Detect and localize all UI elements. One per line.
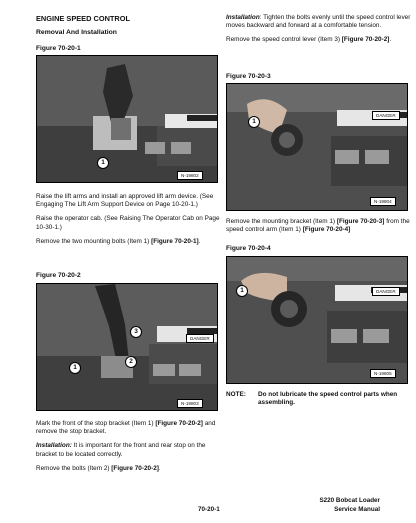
paragraph-text: .: [198, 237, 201, 245]
paragraph-text: : Tighten the bolts evenly until the speed control lever moves backward and forward at a comfortable tension.: [226, 14, 411, 30]
footer-manual: Service Manual: [334, 506, 380, 513]
figure-reference: [Figure 70-20-2]: [111, 464, 159, 472]
paragraph-text: and remove the stop bracket.: [36, 420, 216, 436]
callout-1: 1: [69, 362, 81, 374]
figure-photo-2: [36, 283, 218, 411]
footer-model: S220 Bobcat Loader: [319, 497, 380, 504]
figure-caption-2: Figure 70-20-2: [36, 272, 81, 279]
paragraph-text: It is important for the front and rear stop on the bracket to be located correctly.: [36, 442, 206, 458]
callout-1: 1: [248, 116, 260, 128]
figure-caption-4: Figure 70-20-4: [226, 245, 271, 252]
paragraph: [36, 442, 226, 458]
figure-code: N-19804: [370, 197, 396, 206]
callout-2: 2: [125, 356, 137, 368]
note-text: Do not lubricate the speed control parts when assembling.: [258, 391, 398, 407]
figure-reference: [Figure 70-20-4]: [302, 226, 351, 234]
callout-1: 1: [236, 285, 248, 297]
figure-reference: [Figure 70-20-3]: [336, 218, 385, 225]
figure-caption-3: Figure 70-20-3: [226, 73, 271, 80]
paragraph: Raise the lift arms and install an approved lift arm device. (See Engaging The Lift Arm Support Device on Page 10-20-1.): [36, 193, 214, 209]
figure-reference: [Figure 70-20-1]: [151, 237, 199, 245]
paragraph-text: .: [389, 36, 392, 44]
danger-decal: DANGER: [372, 287, 400, 296]
installation-label: Installation:: [36, 442, 72, 450]
paragraph: [226, 36, 416, 44]
paragraph-text: Mark the front of the stop bracket (Item 1): [36, 420, 156, 427]
paragraph: [36, 420, 226, 436]
paragraph-text: Remove the bolts (Item 2): [36, 464, 112, 472]
paragraph-text: .: [158, 464, 161, 472]
danger-decal: DANGER: [186, 334, 214, 343]
figure-code: N-19805: [370, 369, 396, 378]
figure-code: N-19802: [177, 171, 203, 180]
paragraph: [36, 465, 226, 473]
subsection-title: Removal And Installation: [36, 29, 117, 36]
section-title: ENGINE SPEED CONTROL: [36, 14, 131, 23]
danger-decal: DANGER: [372, 111, 400, 120]
paragraph: [36, 238, 226, 246]
figure-reference: [Figure 70-20-2]: [155, 420, 203, 427]
paragraph-text: Remove the two mounting bolts (Item 1): [36, 237, 152, 245]
paragraph-text: from the speed control arm (Item 1): [226, 218, 410, 234]
installation-label: Installation: [226, 14, 260, 21]
paragraph-text: Remove the speed control lever (Item 3): [226, 36, 342, 44]
callout-3: 3: [130, 326, 142, 338]
note-label: NOTE:: [226, 391, 246, 398]
figure-photo-4: [226, 256, 408, 384]
paragraph: [226, 218, 416, 234]
note: [226, 391, 410, 407]
figure-caption-1: Figure 70-20-1: [36, 45, 81, 52]
page-number: 70-20-1: [198, 506, 220, 513]
figure-reference: [Figure 70-20-2]: [341, 36, 390, 44]
paragraph: [226, 14, 416, 30]
figure-photo-1: [36, 55, 218, 183]
figure-code: N-19803: [177, 399, 203, 408]
figure-photo-3: [226, 83, 408, 211]
paragraph-text: Remove the mounting bracket (Item 1): [226, 218, 337, 225]
paragraph: Raise the operator cab. (See Raising The Operator Cab on Page 10-30-1.): [36, 215, 220, 231]
callout-1: 1: [97, 157, 109, 169]
